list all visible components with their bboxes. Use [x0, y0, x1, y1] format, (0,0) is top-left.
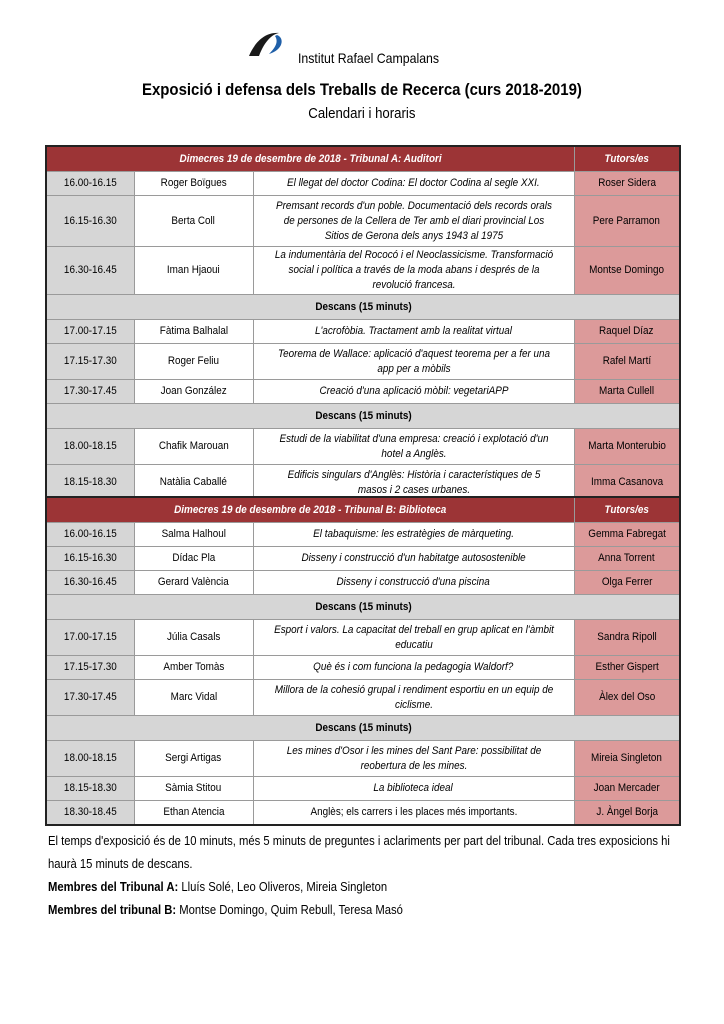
table-row: [46, 777, 680, 801]
table-row: [46, 429, 680, 465]
tribunal-a-members: [48, 876, 688, 899]
student-cell: Fàtima Balhalal: [134, 320, 253, 344]
student-cell: Amber Tomàs: [134, 656, 253, 680]
time-cell: 17.30-17.45: [46, 380, 134, 404]
topic-cell: La indumentària del Rococó i el Neoclassicisme. Transformació social i política a través de la moda abans i després de la revolució francesa.: [253, 247, 574, 295]
tutor-cell: Roser Sidera: [574, 172, 680, 196]
tutor-cell: Rafel Martí: [574, 344, 680, 380]
student-cell: Ethan Atencia: [134, 801, 253, 826]
student-cell: Iman Hjaoui: [134, 247, 253, 295]
tribunal-b-members: [48, 899, 688, 922]
table-header-row: [46, 146, 680, 172]
student-cell: Roger Boïgues: [134, 172, 253, 196]
time-cell: 16.30-16.45: [46, 571, 134, 595]
topic-cell: El llegat del doctor Codina: El doctor Codina al segle XXI.: [253, 172, 574, 196]
time-cell: 18.00-18.15: [46, 741, 134, 777]
tutor-cell: J. Àngel Borja: [574, 801, 680, 826]
tutors-heading: Tutors/es: [574, 146, 680, 172]
break-label: Descans (15 minuts): [46, 295, 680, 320]
break-label: Descans (15 minuts): [46, 716, 680, 741]
table-row: [46, 523, 680, 547]
time-cell: 17.30-17.45: [46, 680, 134, 716]
tutor-cell: Imma Casanova: [574, 465, 680, 502]
tutor-cell: Gemma Fabregat: [574, 523, 680, 547]
topic-cell: Estudi de la viabilitat d'una empresa: creació i explotació d'un hotel a Anglès.: [253, 429, 574, 465]
topic-cell: Millora de la cohesió grupal i rendiment esportiu en un equip de ciclisme.: [253, 680, 574, 716]
topic-cell: L'acrofòbia. Tractament amb la realitat virtual: [253, 320, 574, 344]
tutor-cell: Mireia Singleton: [574, 741, 680, 777]
institution-name: Institut Rafael Campalans: [298, 50, 440, 66]
topic-cell: Anglès; els carrers i les places més importants.: [253, 801, 574, 826]
break-label: Descans (15 minuts): [46, 404, 680, 429]
student-cell: Salma Halhoul: [134, 523, 253, 547]
student-cell: Natàlia Caballé: [134, 465, 253, 502]
time-cell: 16.30-16.45: [46, 247, 134, 295]
topic-cell: Disseny i construcció d'un habitatge autosostenible: [253, 547, 574, 571]
break-row: [46, 404, 680, 429]
time-cell: 16.00-16.15: [46, 523, 134, 547]
topic-cell: Disseny i construcció d'una piscina: [253, 571, 574, 595]
tutor-cell: Montse Domingo: [574, 247, 680, 295]
table-row: [46, 680, 680, 716]
timing-note: El temps d'exposició és de 10 minuts, més 5 minuts de preguntes i aclariments per part del tribunal. Cada tres exposicions hi: [48, 834, 670, 848]
tutor-cell: Sandra Ripoll: [574, 620, 680, 656]
table-row: [46, 741, 680, 777]
notes-section: [48, 830, 688, 922]
topic-cell: El tabaquisme: les estratègies de màrqueting.: [253, 523, 574, 547]
tutor-cell: Àlex del Oso: [574, 680, 680, 716]
tutor-cell: Esther Gispert: [574, 656, 680, 680]
table-row: [46, 547, 680, 571]
table-row: [46, 380, 680, 404]
break-row: [46, 716, 680, 741]
tutor-cell: Marta Cullell: [574, 380, 680, 404]
timing-note-cont: haurà 15 minuts de descans.: [48, 857, 193, 871]
topic-cell: Esport i valors. La capacitat del treball en grup aplicat en l'àmbit educatiu: [253, 620, 574, 656]
tribunal-a-label: Membres del Tribunal A:: [48, 880, 179, 894]
time-cell: 18.15-18.30: [46, 465, 134, 502]
student-cell: Berta Coll: [134, 196, 253, 247]
tutor-cell: Pere Parramon: [574, 196, 680, 247]
student-cell: Sàmia Stitou: [134, 777, 253, 801]
tutors-heading: Tutors/es: [574, 497, 680, 523]
topic-cell: La biblioteca ideal: [253, 777, 574, 801]
tutor-cell: Raquel Díaz: [574, 320, 680, 344]
tutor-cell: Olga Ferrer: [574, 571, 680, 595]
topic-cell: Premsant records d'un poble. Documentació dels records orals de persones de la Cellera de Ter amb el diari provincial Los Sitios de Gerona dels anys 1943 al 1975: [253, 196, 574, 247]
topic-cell: Les mines d'Osor i les mines del Sant Pare: possibilitat de reobertura de les mines.: [253, 741, 574, 777]
time-cell: 16.00-16.15: [46, 172, 134, 196]
tribunal-b-label: Membres del tribunal B:: [48, 903, 177, 917]
table-row: [46, 320, 680, 344]
page-subtitle: Calendari i horaris: [308, 105, 416, 122]
table-row: [46, 247, 680, 295]
break-row: [46, 595, 680, 620]
page-title: Exposició i defensa dels Treballs de Recerca (curs 2018-2019): [142, 80, 582, 99]
time-cell: 16.15-16.30: [46, 547, 134, 571]
student-cell: Júlia Casals: [134, 620, 253, 656]
tutor-cell: Anna Torrent: [574, 547, 680, 571]
student-cell: Dídac Pla: [134, 547, 253, 571]
tutor-cell: Marta Monterubio: [574, 429, 680, 465]
student-cell: Sergi Artigas: [134, 741, 253, 777]
table-row: [46, 571, 680, 595]
tribunal-a-names: Lluís Solé, Leo Oliveros, Mireia Singleton: [178, 880, 388, 894]
student-cell: Chafik Marouan: [134, 429, 253, 465]
tutor-cell: Joan Mercader: [574, 777, 680, 801]
time-cell: 16.15-16.30: [46, 196, 134, 247]
student-cell: Joan González: [134, 380, 253, 404]
table-row: [46, 196, 680, 247]
schedule-table-tribunal-b: [45, 496, 681, 826]
time-cell: 18.00-18.15: [46, 429, 134, 465]
table-row: [46, 172, 680, 196]
time-cell: 17.15-17.30: [46, 344, 134, 380]
topic-cell: Creació d'una aplicació mòbil: vegetariAPP: [253, 380, 574, 404]
student-cell: Marc Vidal: [134, 680, 253, 716]
time-cell: 17.15-17.30: [46, 656, 134, 680]
table-heading: Dimecres 19 de desembre de 2018 - Tribunal A: Auditori: [46, 146, 574, 172]
tribunal-b-names: Montse Domingo, Quim Rebull, Teresa Masó: [176, 903, 403, 917]
school-logo-icon: [247, 30, 287, 58]
schedule-table-tribunal-a: [45, 145, 681, 502]
student-cell: Gerard València: [134, 571, 253, 595]
table-row: [46, 801, 680, 826]
table-heading: Dimecres 19 de desembre de 2018 - Tribunal B: Biblioteca: [46, 497, 574, 523]
topic-cell: Teorema de Wallace: aplicació d'aquest teorema per a fer una app per a mòbils: [253, 344, 574, 380]
time-cell: 17.00-17.15: [46, 620, 134, 656]
time-cell: 17.00-17.15: [46, 320, 134, 344]
topic-cell: Què és i com funciona la pedagogia Waldorf?: [253, 656, 574, 680]
table-row: [46, 656, 680, 680]
break-row: [46, 295, 680, 320]
break-label: Descans (15 minuts): [46, 595, 680, 620]
table-row: [46, 620, 680, 656]
topic-cell: Edificis singulars d'Anglès: Història i característiques de 5 masos i 2 cases urbanes.: [253, 465, 574, 502]
table-row: [46, 344, 680, 380]
student-cell: Roger Feliu: [134, 344, 253, 380]
time-cell: 18.30-18.45: [46, 801, 134, 826]
table-header-row: [46, 497, 680, 523]
time-cell: 18.15-18.30: [46, 777, 134, 801]
